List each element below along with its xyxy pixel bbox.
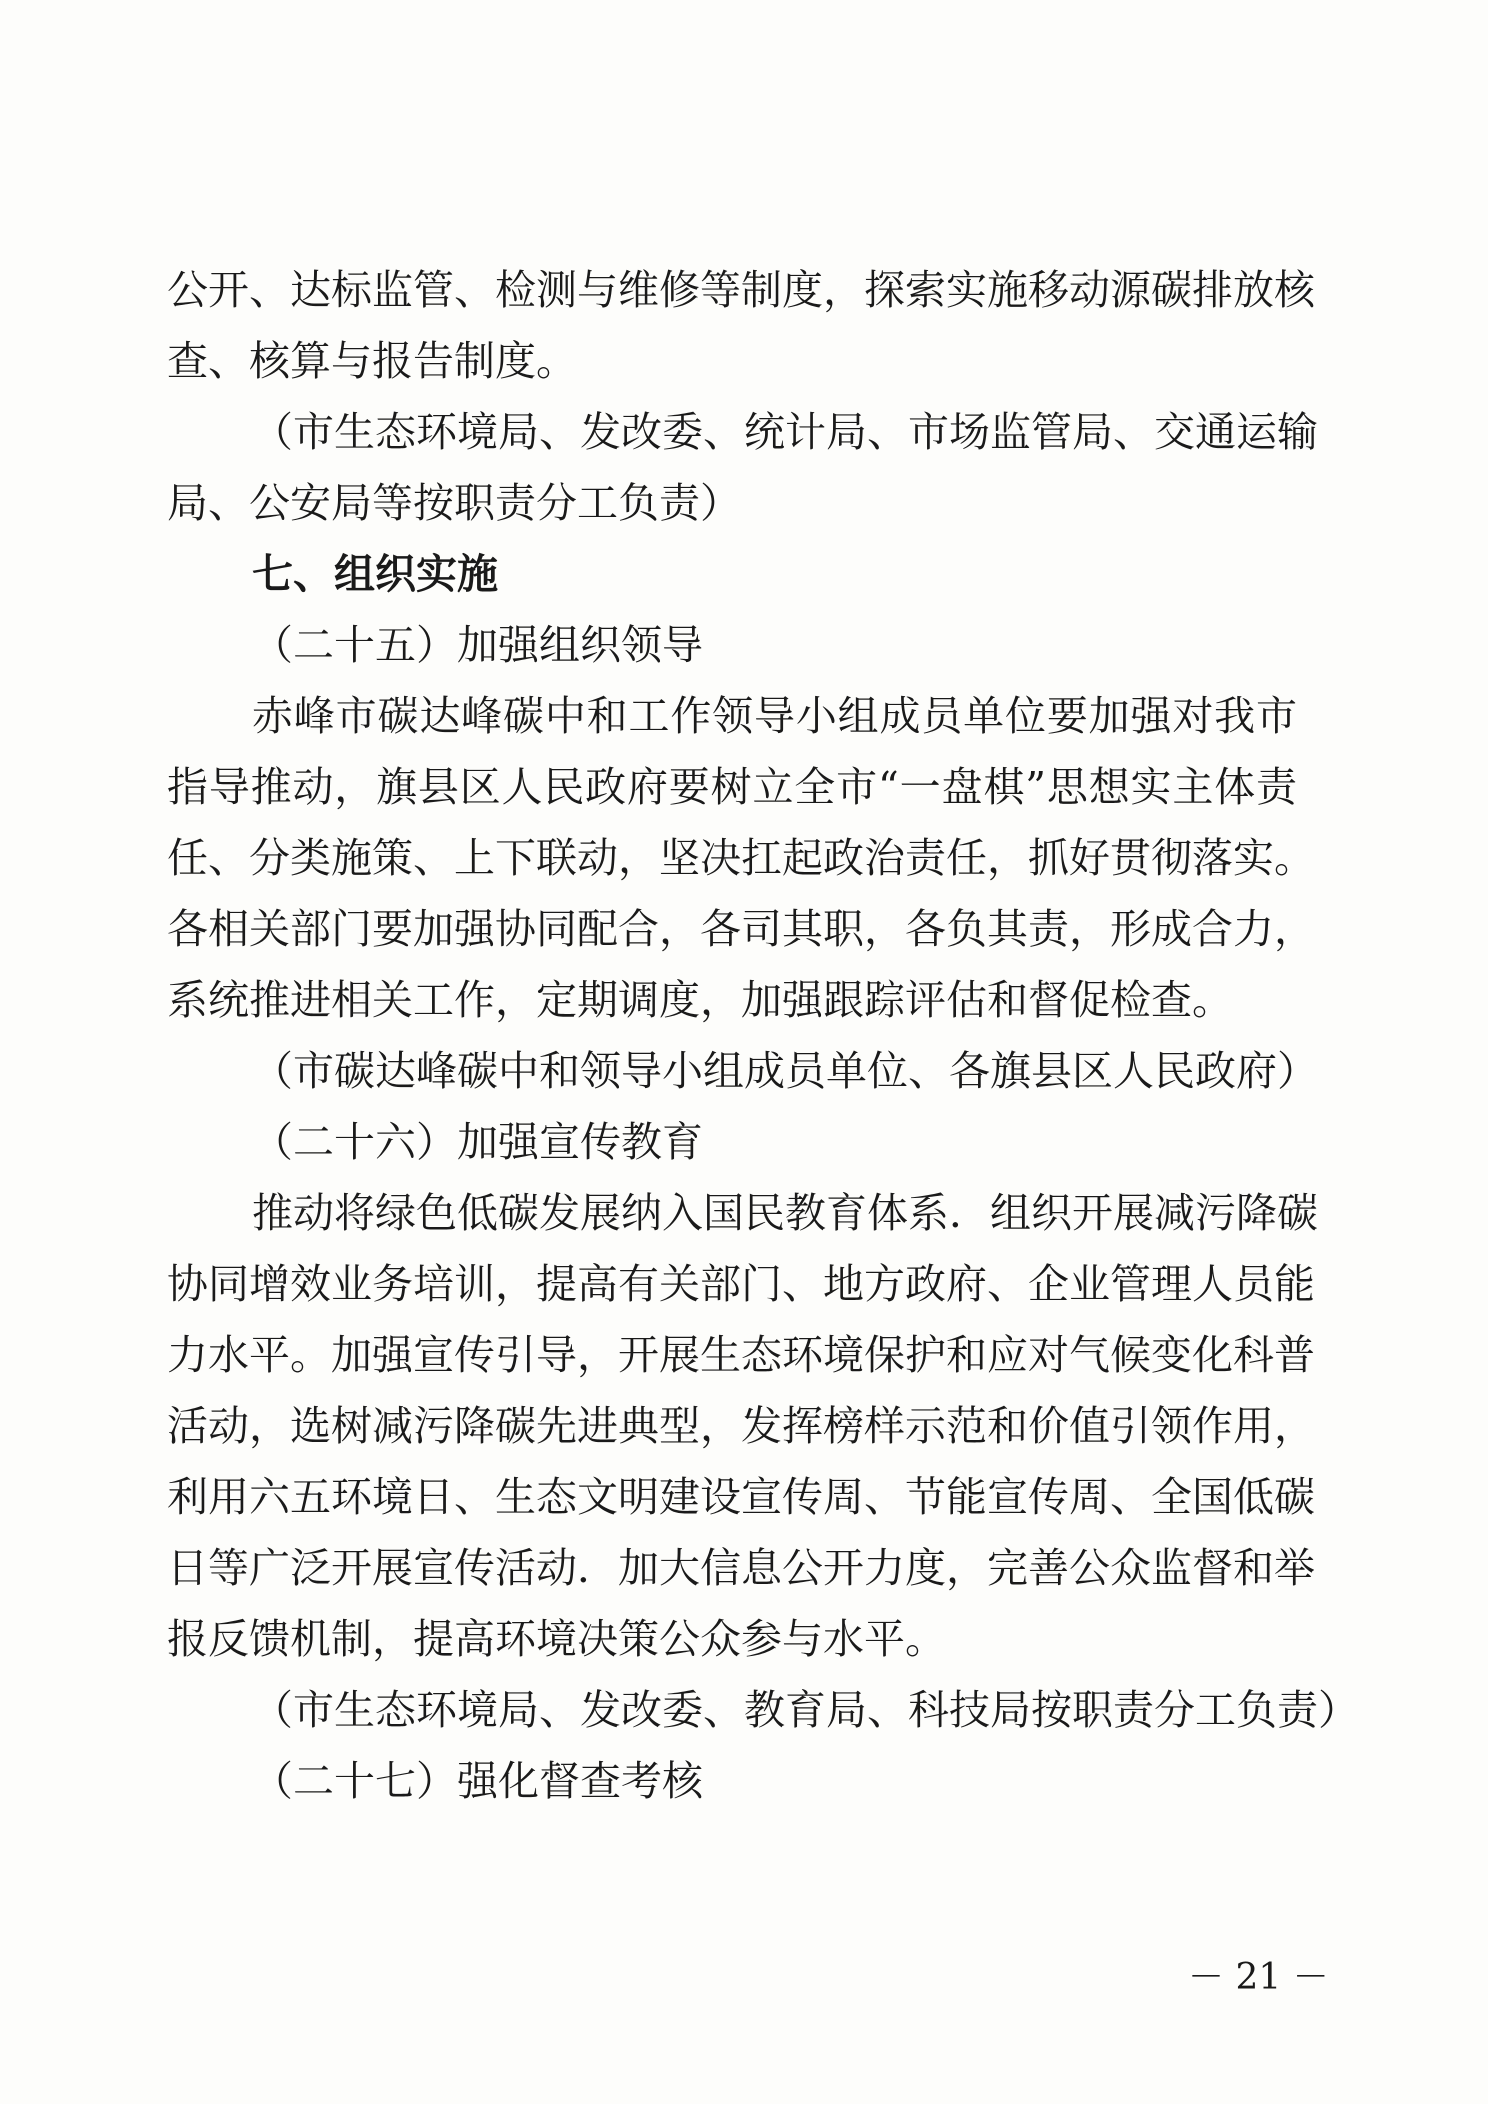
paragraph-line: 指导推动，旗县区人民政府要树立全市“一盘棋”思想实主体责 <box>167 763 1297 811</box>
paragraph-line: 各相关部门要加强协同配合，各司其职，各负其责，形成合力， <box>167 905 1315 953</box>
responsible-units-note: （市生态环境局、发改委、教育局、科技局按职责分工负责） <box>252 1686 1359 1734</box>
paragraph-line: 报反馈机制，提高环境决策公众参与水平。 <box>167 1615 946 1663</box>
subsection-heading: （二十六）加强宣传教育 <box>252 1118 703 1166</box>
paragraph-line: 赤峰市碳达峰碳中和工作领导小组成员单位要加强对我市 <box>252 692 1297 740</box>
paragraph-line: 利用六五环境日、生态文明建设宣传周、节能宣传周、全国低碳 <box>167 1473 1315 1521</box>
paragraph-line: 任、分类施策、上下联动，坚决扛起政治责任，抓好贯彻落实。 <box>167 834 1315 882</box>
section-heading: 七、组织实施 <box>252 550 498 598</box>
subsection-heading: （二十五）加强组织领导 <box>252 621 703 669</box>
responsible-units-note: （市碳达峰碳中和领导小组成员单位、各旗县区人民政府） <box>252 1047 1318 1095</box>
page-number: － 21 － <box>1188 1957 1329 1998</box>
paragraph-line: 公开、达标监管、检测与维修等制度，探索实施移动源碳排放核 <box>167 266 1315 314</box>
subsection-heading: （二十七）强化督查考核 <box>252 1757 703 1805</box>
responsible-units-note: （市生态环境局、发改委、统计局、市场监管局、交通运输 <box>252 408 1318 456</box>
paragraph-line: 协同增效业务培训，提高有关部门、地方政府、企业管理人员能 <box>167 1260 1315 1308</box>
paragraph-line: 日等广泛开展宣传活动．加大信息公开力度，完善公众监督和举 <box>167 1544 1315 1592</box>
paragraph-line: 系统推进相关工作，定期调度，加强跟踪评估和督促检查。 <box>167 976 1233 1024</box>
paragraph-line: 力水平。加强宣传引导，开展生态环境保护和应对气候变化科普 <box>167 1331 1315 1379</box>
paragraph-line: 查、核算与报告制度。 <box>167 337 577 385</box>
paragraph-line: 推动将绿色低碳发展纳入国民教育体系．组织开展减污降碳 <box>252 1189 1318 1237</box>
paragraph-line: 活动，选树减污降碳先进典型，发挥榜样示范和价值引领作用， <box>167 1402 1315 1450</box>
responsible-units-note: 局、公安局等按职责分工负责） <box>167 479 741 527</box>
